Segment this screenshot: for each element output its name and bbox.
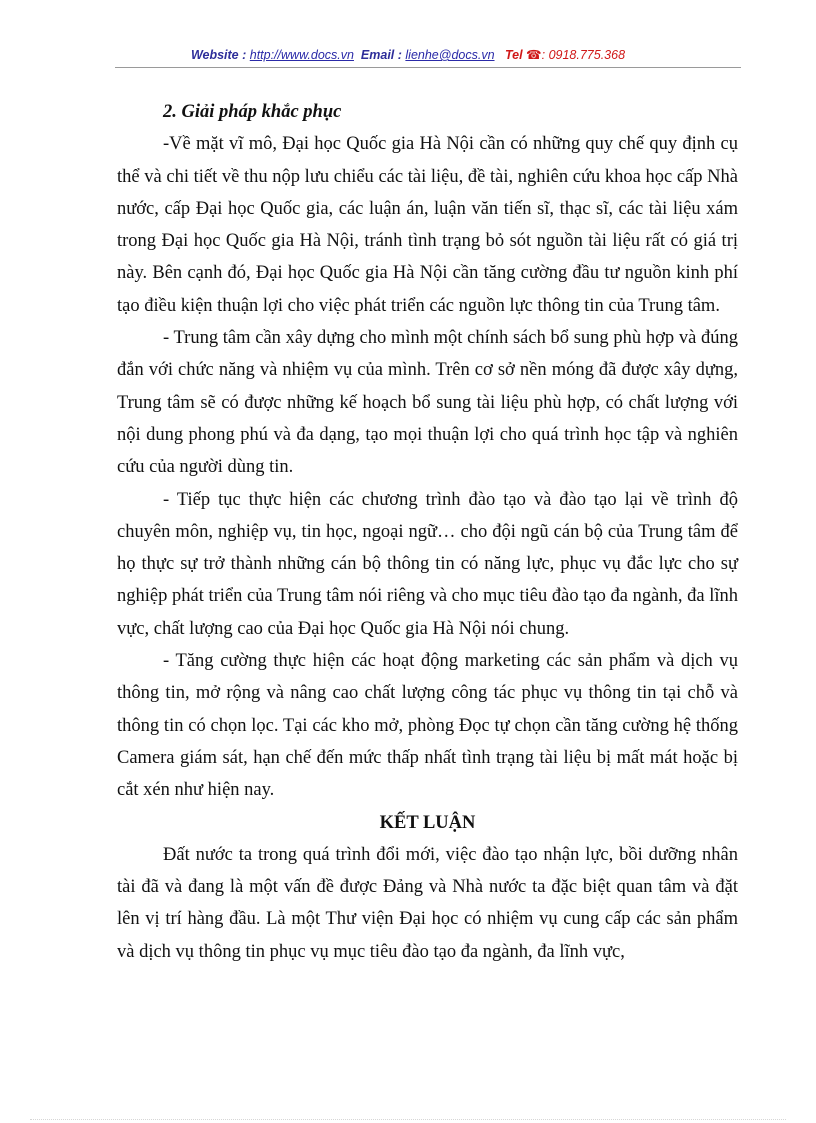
paragraph: - Trung tâm cần xây dựng cho mình một chính sách bổ sung phù hợp và đúng đắn với chức năng và nhiệm vụ của mình. Trên cơ sở nền móng đã được xây dựng, Trung tâm sẽ có được những kế hoạch bổ sung tài liệu phù hợp, có chất lượng với nội dung phong phú và đa dạng, tạo mọi thuận lợi cho quá trình học tập và nghiên cứu của người dùng tin. <box>117 328 738 478</box>
tel-label: Tel <box>504 48 523 62</box>
page-header <box>0 47 816 62</box>
paragraph: -Về mặt vĩ mô, Đại học Quốc gia Hà Nội cần có những quy chế quy định cụ thể và chi tiết về thu nộp lưu chiểu các tài liệu, đề tài, nghiên cứu khoa học cấp Nhà nước, cấp Đại học Quốc gia, các luận án, luận văn tiến sĩ, thạc sĩ, các tài liệu xám trong Đại học Quốc gia Hà Nội, tránh tình trạng bỏ sót nguồn tài liệu rất có giá trị này. Bên cạnh đó, Đại học Quốc gia Hà Nội cần tăng cường đầu tư nguồn kinh phí tạo điều kiện thuận lợi cho việc phát triển các nguồn lực thông tin của Trung tâm. <box>117 134 738 316</box>
phone-icon: ☎ <box>526 48 542 62</box>
website-label: Website <box>190 48 239 62</box>
website-separator: : <box>238 48 250 62</box>
paragraph: - Tăng cường thực hiện các hoạt động marketing các sản phẩm và dịch vụ thông tin, mở rộng và nâng cao chất lượng công tác phục vụ thông tin tại chỗ và thông tin có chọn lọc. Tại các kho mở, phòng Đọc tự chọn cần tăng cường hệ thống Camera giám sát, hạn chế đến mức thấp nhất tình trạng tài liệu bị mất mát hoặc bị cắt xén như hiện nay. <box>117 651 738 801</box>
email-separator: : <box>394 48 406 62</box>
website-link[interactable]: http://www.docs.vn <box>249 48 354 62</box>
tel-number: : 0918.775.368 <box>541 48 626 62</box>
email-label: Email <box>360 48 395 62</box>
conclusion-paragraph: Đất nước ta trong quá trình đổi mới, việc đào tạo nhận lực, bồi dưỡng nhân tài đã và đang là một vấn đề được Đảng và Nhà nước ta đặc biệt quan tâm và đặt lên vị trí hàng đầu. Là một Thư viện Đại học có nhiệm vụ cung cấp các sản phẩm và dịch vụ thông tin phục vụ mục tiêu đào tạo đa ngành, đa lĩnh vực, <box>117 844 738 962</box>
conclusion-title: KẾT LUẬN <box>379 812 476 833</box>
email-link[interactable]: lienhe@docs.vn <box>405 48 495 62</box>
paragraph: - Tiếp tục thực hiện các chương trình đào tạo và đào tạo lại về trình độ chuyên môn, nghiệp vụ, tin học, ngoại ngữ… cho đội ngũ cán bộ của Trung tâm để họ thực sự trở thành những cán bộ thông tin có năng lực, phục vụ đắc lực cho sự nghiệp phát triển của Trung tâm nói riêng và cho mục tiêu đào tạo đa ngành, đa lĩnh vực, chất lượng cao của Đại học Quốc gia Hà Nội nói chung. <box>117 489 738 639</box>
section-heading: 2. Giải pháp khắc phục <box>163 102 342 122</box>
footer-divider <box>30 1119 786 1120</box>
document-body <box>117 96 738 968</box>
header-divider <box>115 67 741 68</box>
